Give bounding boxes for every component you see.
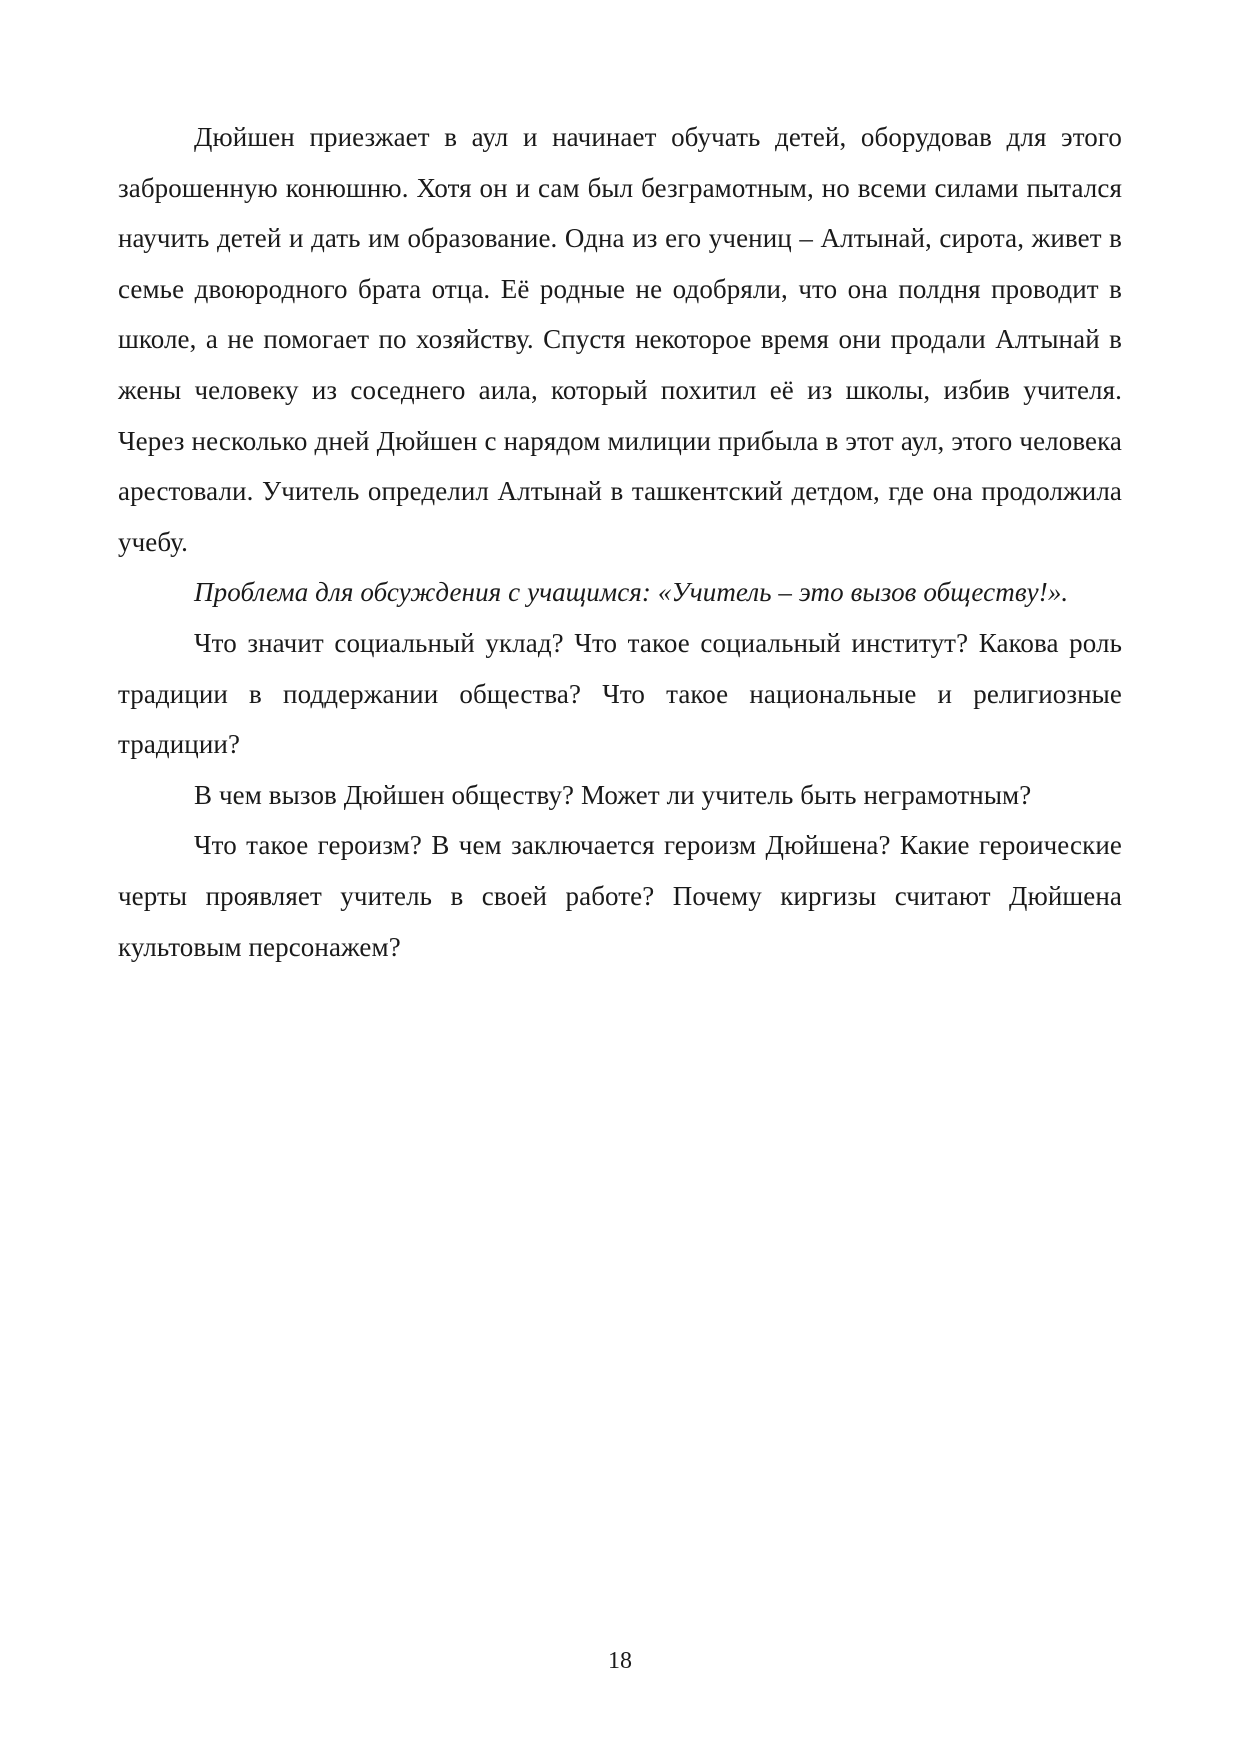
paragraph-questions-heroism: Что такое героизм? В чем заключается героизм Дюйшена? Какие героические черты проявляет учитель в своей работе? Почему киргизы считают Дюйшена культовым персонажем?	[118, 830, 1122, 962]
paragraph-story: Дюйшен приезжает в аул и начинает обучать детей, оборудовав для этого заброшенную конюшню. Хотя он и сам был безграмотным, но всеми силами пытался научить детей и дать им образование. Одна из его учениц – Алтынай, сирота, живет в семье двоюродного брата отца. Её родные не одобряли, что она полдня проводит в школе, а не помогает по хозяйству. Спустя некоторое время они продали Алтынай в жены человеку из соседнего аила, который похитил её из школы, избив учителя. Через несколько дней Дюйшен с нарядом милиции прибыла в этот аул, этого человека арестовали. Учитель определил Алтынай в ташкентский детдом, где она продолжила учебу.	[118, 122, 1122, 557]
body-text	[118, 112, 1122, 972]
paragraph-questions-challenge: В чем вызов Дюйшен обществу? Может ли учитель быть неграмотным?	[194, 779, 1032, 810]
paragraph-questions-social: Что значит социальный уклад? Что такое социальный институт? Какова роль традиции в поддержании общества? Что такое национальные и религиозные традиции?	[118, 627, 1122, 760]
page-number: 18	[608, 1648, 632, 1674]
paragraph-discussion-topic: Проблема для обсуждения с учащимся: «Учитель – это вызов обществу!».	[194, 577, 1069, 608]
